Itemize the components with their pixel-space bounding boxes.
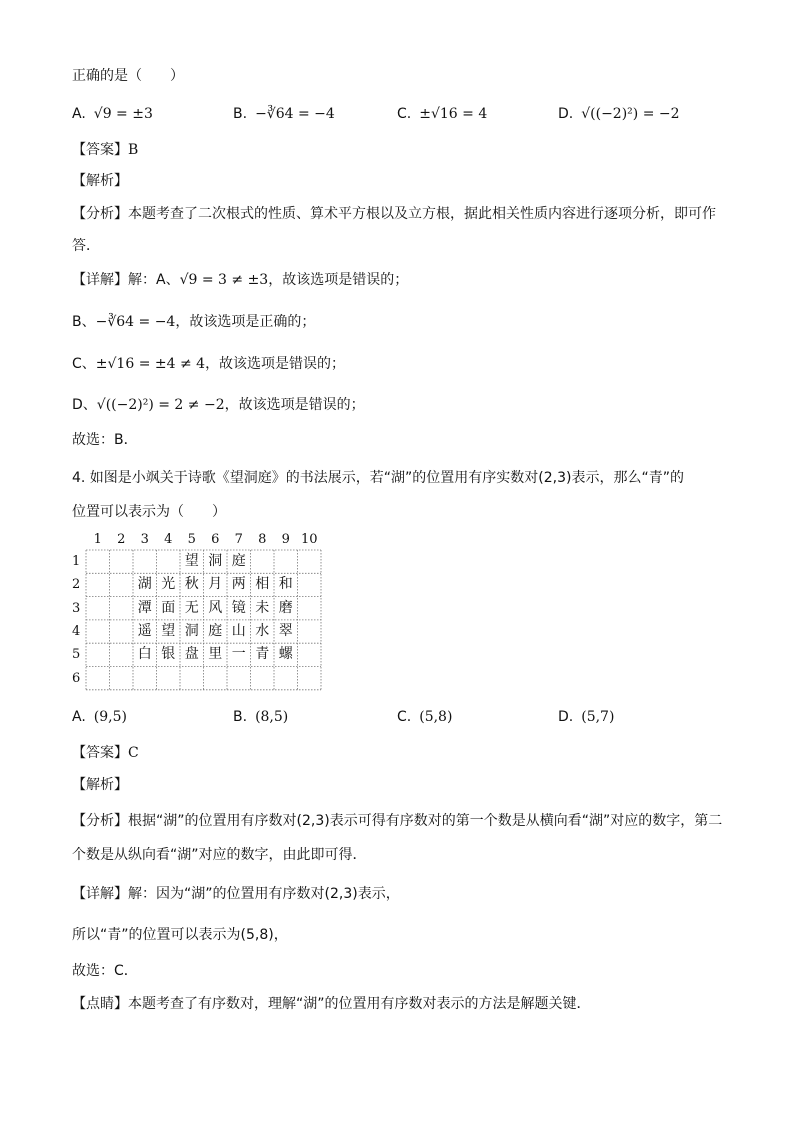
- q4-dianjing: 【点睛】本题考查了有序数对，理解“湖”的位置用有序数对表示的方法是解题关键．: [72, 996, 591, 1012]
- grid-row-label: 3: [72, 600, 81, 616]
- grid-cell-char: 白: [137, 646, 152, 663]
- grid-col-label: 2: [117, 532, 126, 547]
- q3-detail-c: C、±√16 = ±4 ≠ 4，故该选项是错误的；: [72, 356, 346, 372]
- q4-option-d-expr: (5,7): [581, 709, 615, 725]
- grid-cell-char: 未: [255, 599, 270, 616]
- answer-tag: 【答案】: [72, 142, 128, 158]
- fenxi-text: 本题考查了二次根式的性质、算术平方根以及立方根，据此相关性质内容进行逐项分析，即可作答．: [72, 206, 716, 254]
- q3-detail-b: B、−∛64 = −4，故该选项是正确的；: [72, 314, 316, 330]
- grid-cell-char: 和: [278, 576, 293, 593]
- grid-col-label: 4: [164, 532, 173, 547]
- q4-stem-line1: 4. 如图是小飒关于诗歌《望洞庭》的书法展示，若“湖”的位置用有序实数对(2,3)表示，那么“青”的: [72, 470, 685, 486]
- grid-cell-char: 青: [255, 646, 270, 663]
- q4-fenxi: [72, 804, 727, 872]
- q4-choose: 故选：C．: [72, 963, 138, 979]
- grid-col-label: 1: [93, 532, 102, 547]
- q4-detail-line2: 所以“青”的位置可以表示为(5,8)，: [72, 927, 288, 943]
- q4-stem-line2: 位置可以表示为（ ）: [72, 504, 226, 520]
- answer-value: B: [128, 142, 139, 158]
- q3-stem-tail: 正确的是（ ）: [72, 68, 184, 84]
- grid-cell-char: 面: [161, 599, 176, 616]
- grid-cell-char: 光: [161, 576, 176, 593]
- grid-row-label: 1: [72, 554, 81, 569]
- q3-analysis-tag: 【解析】: [72, 173, 128, 189]
- grid-cell-char: 翠: [278, 622, 293, 639]
- fenxi-tag: 【分析】: [72, 206, 128, 222]
- grid-cell-char: 秋: [184, 576, 199, 593]
- grid-cell-char: 一: [231, 646, 246, 663]
- grid-cell-char: 望: [184, 553, 199, 569]
- q4-option-c: C. (5,8): [397, 709, 453, 725]
- grid-cell-char: 风: [208, 599, 223, 616]
- grid-cell-char: 螺: [278, 646, 293, 663]
- grid-cell-char: 里: [208, 646, 223, 663]
- grid-col-label: 5: [187, 532, 196, 547]
- grid-cell-char: 盘: [184, 646, 199, 663]
- grid-cell-char: 湖: [137, 576, 152, 593]
- q3-fenxi: [72, 198, 727, 262]
- grid-cell-char: 庭: [208, 622, 223, 639]
- grid-cell-char: 望: [161, 622, 176, 639]
- q3-option-c: C. ±√16 = 4: [397, 106, 488, 122]
- grid-col-label: 6: [211, 532, 220, 547]
- q4-analysis-tag: 【解析】: [72, 777, 128, 793]
- q3-option-b: B. −∛64 = −4: [233, 106, 335, 122]
- q3-option-c-expr: ±√16 = 4: [419, 106, 488, 122]
- fenxi-text: 根据“湖”的位置用有序数对(2,3)表示可得有序数对的第一个数是从横向看“湖”对应的数字，第二个数是从纵向看“湖”对应的数字，由此即可得．: [72, 813, 723, 863]
- q4-option-d: D. (5,7): [558, 709, 615, 725]
- q3-option-d-expr: √((−2)²) = −2: [581, 106, 680, 122]
- grid-cell-char: 庭: [231, 553, 246, 569]
- q4-detail-line1: 【详解】解：因为“湖”的位置用有序数对(2,3)表示，: [72, 886, 400, 902]
- answer-tag: 【答案】: [72, 745, 128, 761]
- q4-option-c-expr: (5,8): [419, 709, 453, 725]
- grid-col-label: 10: [300, 532, 318, 547]
- grid-cell-char: 无: [184, 599, 199, 616]
- q3-option-a: A. √9 = ±3: [72, 106, 153, 122]
- detail-tag: 【详解】: [72, 272, 128, 288]
- q3-option-b-expr: −∛64 = −4: [255, 106, 335, 122]
- q3-option-a-expr: √9 = ±3: [93, 106, 153, 122]
- q4-answer: [72, 743, 139, 763]
- detail-tag: 【详解】: [72, 886, 128, 902]
- grid-cell-char: 遥: [137, 622, 152, 639]
- grid-col-label: 9: [281, 532, 290, 547]
- q3-choose: 故选：B．: [72, 432, 138, 448]
- fenxi-tag: 【分析】: [72, 813, 128, 829]
- q4-option-a: A. (9,5): [72, 709, 127, 725]
- q4-character-grid: [72, 532, 322, 692]
- grid-row-label: 4: [72, 623, 81, 639]
- q3-detail-a: 【详解】解：A、√9 = 3 ≠ ±3，故该选项是错误的；: [72, 272, 409, 288]
- grid-row-label: 5: [72, 647, 81, 663]
- grid-cell-char: 银: [161, 646, 176, 663]
- grid-cell-char: 水: [255, 622, 270, 639]
- grid-cell-char: 洞: [184, 622, 199, 639]
- grid-col-label: 7: [234, 532, 243, 547]
- dianjing-tag: 【点睛】: [72, 996, 128, 1012]
- grid-cell-char: 两: [231, 576, 246, 593]
- grid-cell-char: 月: [208, 576, 223, 593]
- grid-cell-char: 山: [231, 622, 246, 639]
- answer-value: C: [128, 745, 139, 761]
- q3-detail-d: D、√((−2)²) = 2 ≠ −2，故该选项是错误的；: [72, 397, 365, 413]
- grid-cell-char: 磨: [278, 599, 293, 616]
- grid-cell-char: 洞: [208, 553, 223, 569]
- grid-cell-char: 相: [255, 576, 270, 593]
- grid-col-label: 3: [140, 532, 149, 547]
- q3-option-d: D. √((−2)²) = −2: [558, 106, 680, 122]
- grid-row-label: 6: [72, 670, 81, 686]
- q3-answer: [72, 140, 138, 160]
- grid-col-label: 8: [258, 532, 267, 547]
- grid-cell-char: 潭: [137, 599, 152, 616]
- grid-row-label: 2: [72, 577, 81, 593]
- q4-option-a-expr: (9,5): [93, 709, 127, 725]
- q4-option-b-expr: (8,5): [255, 709, 289, 725]
- grid-cell-char: 镜: [231, 599, 246, 616]
- q4-option-b: B. (8,5): [233, 709, 289, 725]
